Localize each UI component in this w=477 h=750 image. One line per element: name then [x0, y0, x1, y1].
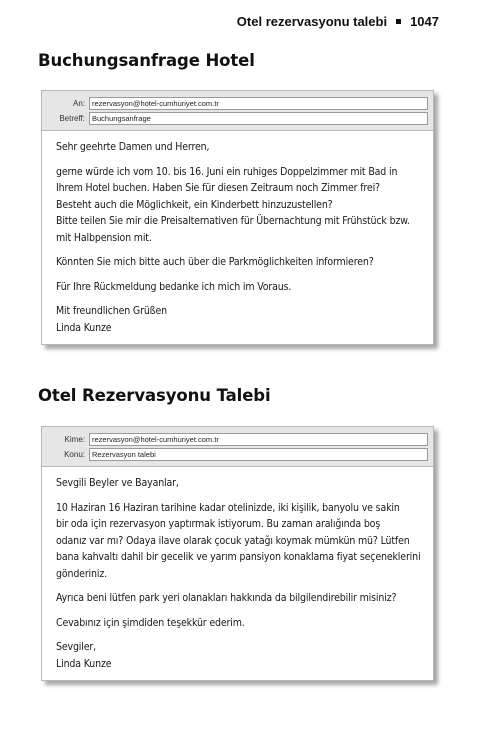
running-header-title: Otel rezervasyonu talebi [236, 14, 388, 29]
body-line: Besteht auch die Möglichkeit, ein Kinderbett hinzuzustellen? [56, 198, 333, 211]
body-line: odanız var mı? Odaya ilave olarak çocuk yatağı koymak mümkün mü? Lütfen [56, 534, 410, 547]
subject-field[interactable]: Buchungsanfrage [89, 112, 428, 125]
to-field[interactable]: rezervasyon@hotel-cumhuriyet.com.tr [89, 433, 428, 446]
email-body-german [42, 131, 433, 346]
to-field[interactable]: rezervasyon@hotel-cumhuriyet.com.tr [89, 97, 428, 110]
subject-field-row [47, 448, 428, 461]
bullet-separator-icon [396, 19, 401, 24]
to-label: Kime: [64, 435, 85, 444]
signature: Linda Kunze [56, 321, 112, 334]
body-line: bir oda için rezervasyon yaptırmak istiyorum. Bu zaman aralığında boş [56, 518, 381, 530]
email-turkish [41, 426, 434, 681]
email-header-german [42, 91, 433, 131]
body-line: gerne würde ich vom 10. bis 16. Juni ein ruhiges Doppelzimmer mit Bad in [56, 165, 398, 178]
paragraph-parking: Ayrıca beni lütfen park yeri olanakları hakkında da bilgilendirebilir misiniz? [56, 592, 397, 604]
email-body-turkish [42, 467, 433, 682]
to-field-row [47, 433, 428, 446]
subject-field-row [47, 112, 428, 125]
running-header [237, 14, 439, 29]
to-label: An: [72, 99, 85, 108]
to-field-row [47, 97, 428, 110]
subject-field[interactable]: Rezervasyon talebi [89, 448, 428, 461]
page-number: 1047 [410, 14, 439, 29]
closing: Sevgiler, [56, 641, 96, 653]
paragraph-parking: Könnten Sie mich bitte auch über die Parkmöglichkeiten informieren? [56, 256, 374, 268]
subject-label: Konu: [64, 450, 85, 459]
closing-block [56, 639, 421, 672]
body-line: mit Halbpension mit. [56, 231, 152, 244]
body-line: Bitte teilen Sie mir die Preisalternativen für Übernachtung mit Frühstück bzw. [56, 215, 410, 227]
paragraph-request [56, 164, 421, 247]
email-header-turkish [42, 427, 433, 467]
closing-block [56, 303, 421, 336]
body-line: 10 Haziran 16 Haziran tarihine kadar otelinizde, iki kişilik, banyolu ve sakin [56, 501, 400, 514]
paragraph-thanks: Für Ihre Rückmeldung bedanke ich mich im Voraus. [56, 280, 292, 293]
paragraph-thanks: Cevabınız için şimdiden teşekkür ederim. [56, 616, 245, 629]
section-title-german: Buchungsanfrage Hotel [38, 51, 255, 70]
body-line: Ihrem Hotel buchen. Haben Sie für diesen Zeitraum noch Zimmer frei? [56, 182, 380, 194]
body-line: gönderiniz. [56, 567, 108, 580]
signature: Linda Kunze [56, 657, 112, 670]
body-line: bana kahvaltı dahil bir gecelik ve yarım pansiyon konaklama fiyat seçeneklerini [56, 551, 421, 563]
greeting: Sevgili Beyler ve Bayanlar, [56, 477, 179, 489]
closing: Mit freundlichen Grüßen [56, 305, 167, 317]
subject-label: Betreff: [59, 114, 85, 123]
section-title-turkish: Otel Rezervasyonu Talebi [38, 386, 271, 405]
paragraph-request [56, 500, 421, 583]
greeting: Sehr geehrte Damen und Herren, [56, 141, 210, 153]
email-german [41, 90, 434, 345]
